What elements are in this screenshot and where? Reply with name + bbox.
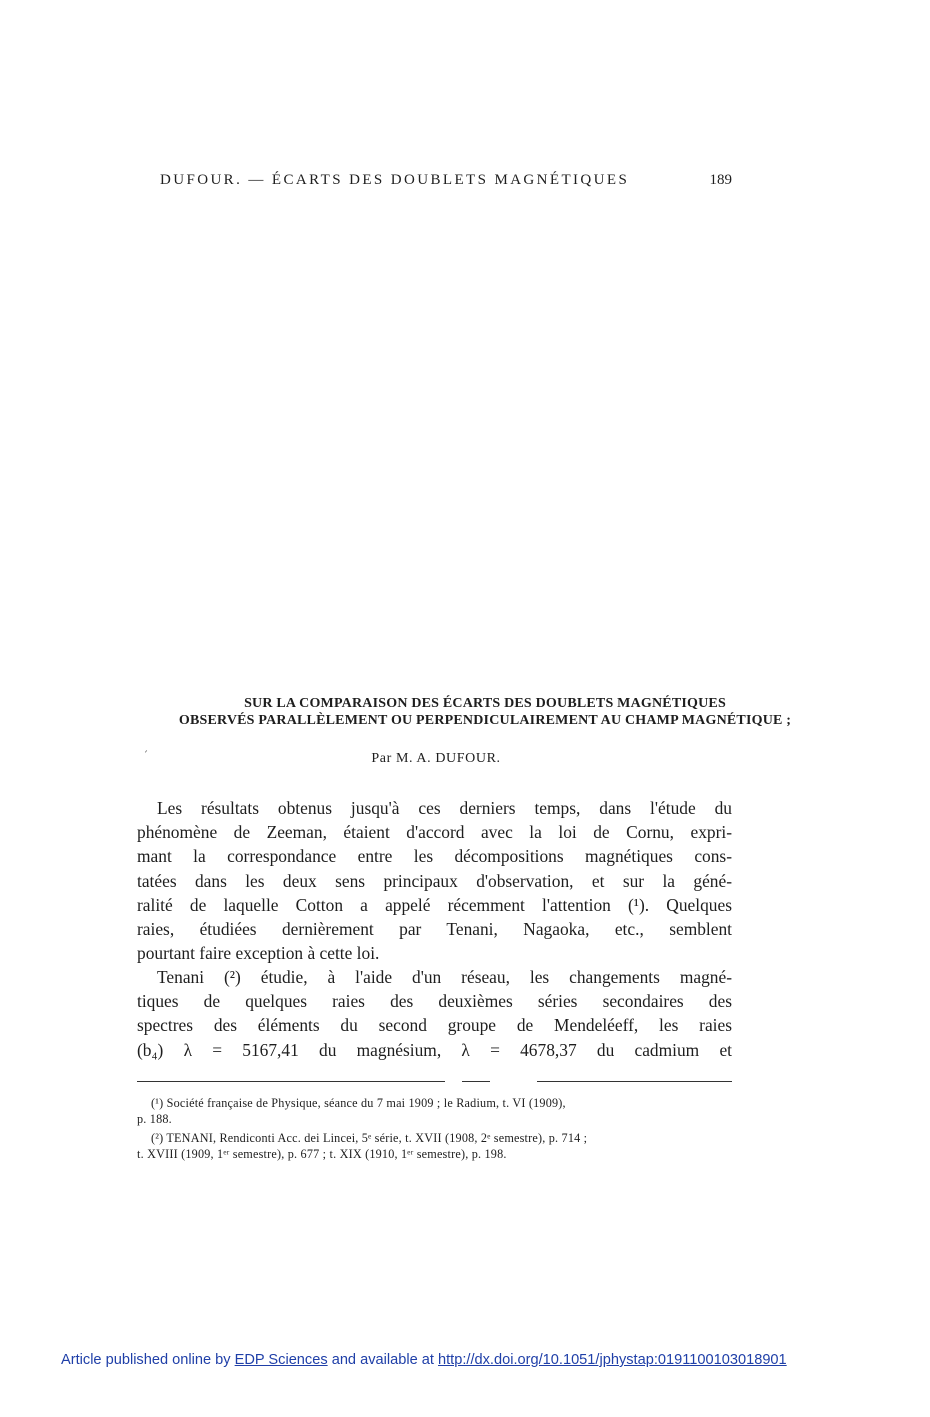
footnote-line: (¹) Société française de Physique, séance du 7 mai 1909 ; le Radium, t. VI (1909),: [151, 1096, 566, 1110]
doi-link[interactable]: http://dx.doi.org/10.1051/jphystap:0191100103018901: [438, 1352, 787, 1368]
footnote-line: (²) TENANI, Rendiconti Acc. dei Lincei, 5ᵉ série, t. XVII (1908, 2ᵉ semestre), p. 714 ;: [151, 1131, 588, 1145]
publication-footer: [61, 1352, 881, 1368]
paragraph-2: [137, 965, 732, 1062]
footnote-1: [137, 1096, 733, 1127]
footnote-rule: [462, 1081, 490, 1082]
body-line: raies, étudiées dernièrement par Tenani, Nagaoka, etc., semblent: [137, 918, 732, 939]
body-line: Tenani (²) étudie, à l'aide d'un réseau, les changements magné-: [157, 967, 732, 987]
stray-mark: ´: [143, 751, 148, 762]
body-line: ralité de laquelle Cotton a appelé récemment l'attention (¹). Quelques: [137, 894, 732, 915]
body-line: tiques de quelques raies des deuxièmes séries secondaires des: [137, 991, 732, 1012]
body-line: spectres des éléments du second groupe de Mendeléeff, les raies: [137, 1015, 732, 1036]
body-line: Les résultats obtenus jusqu'à ces derniers temps, dans l'étude du: [157, 798, 732, 818]
page-number: 189: [709, 172, 732, 188]
footer-middle: and available at: [331, 1352, 434, 1368]
article-title-line-1: SUR LA COMPARAISON DES ÉCARTS DES DOUBLETS MAGNÉTIQUES: [244, 696, 726, 711]
footnote-line: t. XVIII (1909, 1ᵉʳ semestre), p. 677 ; t. XIX (1910, 1ᵉʳ semestre), p. 198.: [137, 1146, 507, 1161]
footnote-rule: [137, 1081, 445, 1082]
byline: Par M. A. DUFOUR.: [371, 751, 501, 766]
footnote-2: [137, 1131, 733, 1162]
running-title: DUFOUR. — ÉCARTS DES DOUBLETS MAGNÉTIQUES: [160, 172, 630, 188]
footer-prefix: Article published online by: [61, 1352, 231, 1368]
paragraph-1: [137, 796, 732, 965]
article-title-line-2: OBSERVÉS PARALLÈLEMENT OU PERPENDICULAIREMENT AU CHAMP MAGNÉTIQUE ;: [178, 713, 792, 728]
publisher-link[interactable]: EDP Sciences: [234, 1352, 328, 1368]
body-line: pourtant faire exception à cette loi.: [137, 943, 380, 964]
running-head: [160, 172, 732, 189]
footnote-rule: [537, 1081, 732, 1082]
body-line: mant la correspondance entre les décompositions magnétiques cons-: [137, 846, 732, 867]
body-line: tatées dans les deux sens principaux d'observation, et sur la géné-: [137, 870, 732, 891]
body-line: (b₄) λ = 5167,41 du magnésium, λ = 4678,37 du cadmium et: [137, 1039, 732, 1060]
footnote-line: p. 188.: [137, 1111, 172, 1126]
body-line: phénomène de Zeeman, étaient d'accord avec la loi de Cornu, expri-: [137, 822, 732, 843]
